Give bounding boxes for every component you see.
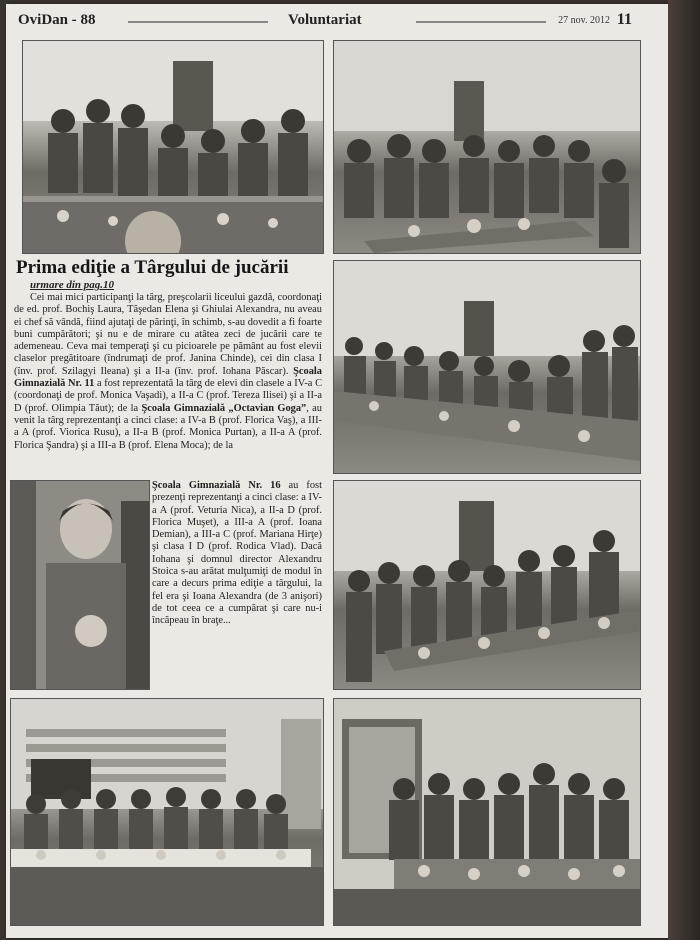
photo-content (334, 41, 640, 253)
issue-date: 27 nov. 2012 (558, 15, 610, 26)
photo-content (334, 699, 640, 925)
photo-content (11, 699, 323, 925)
article-body-bottom (152, 480, 322, 694)
page-edge-shadow (668, 0, 700, 940)
paper-name: OviDan - 88 (18, 12, 96, 28)
continuation-note: urmare din pag.10 (30, 279, 115, 291)
photo-children-toys-1 (22, 40, 324, 254)
school-name-16: Şcoala Gimnazială Nr. 16 (152, 480, 281, 491)
paragraph-school-16: au fost prezenţi reprezentanţi a cinci clase: a IV-a A (prof. Veturia Nica), a II-a D (prof. Florica Muşet), a III-a A (prof. Ioana Demian), a III-a C (prof. Mariana Hirţe) şi clasa I D (prof. Rodica Vlad). Dacă Iohana şi domnul director Alexandru Stoica s-au arătat mulţumiţi de modul în care a decurs prima ediţie a târgului, la fel era şi Ioana Alexandra (de 3 anişori) de tot ceea ce a cumpărat şi care nu-i încăpeau în braţe... (152, 480, 322, 627)
article-body-top (14, 292, 322, 478)
photo-content (334, 481, 640, 689)
photo-children-toys-2 (333, 40, 641, 254)
paragraph-school-goga: , au venit la târg reprezentanţi a cinci clase: a IV-a B (prof. Florica Vaş), a III-a A (prof. Viorica Rusu), a II-a B (prof. Monica Purtan), a II-a A (prof. Florica Şandra) şi a III-a B (prof. Elena Moca); de la (14, 402, 322, 451)
section-title: Voluntariat (288, 12, 362, 28)
photo-classroom-toy-fair (333, 698, 641, 926)
article-title: Prima ediţie a Târgului de jucării (16, 257, 289, 278)
photo-content (23, 41, 323, 253)
photo-content (334, 261, 640, 473)
photo-gym-toy-fair (10, 698, 324, 926)
photo-students-tables (333, 480, 641, 690)
header-rule-left (128, 21, 268, 23)
paragraph-school-11: a fost reprezentată la târg de elevi din clasele a IV-a C (coordonaţi de prof. Monica Vaşadi), a II-a C (prof. Tereza Ilisei) şi a II-a D (prof. Olimpia Tăut); de la (14, 378, 322, 414)
page-header (18, 12, 632, 30)
photo-toy-fair-hall (333, 260, 641, 474)
page-number: 11 (616, 11, 632, 28)
paragraph-intro: Cei mai mici participanţi la târg, preşcolarii liceului gazdă, coordonaţi de ed. prof. Bochiş Laura, Tăşedan Elena şi Ghiulai Alexandra, nu aveau ei chef să vândă, fiind ajutaţi de părinţi, în schimb, s-au dovedit a fi foarte buni cumpărători; şi nu e de mirare cu atâtea zeci de jucării care te ademeneau. Ceva mai temperaţi şi cu picioarele pe pământ au fost elevii claselor pregătitoare (îndrumaţi de prof. Janina Chinde), cei din clasa I (înv. prof. Szilagyi Ileana) şi a II-a (înv. prof. Iohana Păscar). (14, 292, 322, 377)
photo-boy-with-toy (10, 480, 150, 690)
header-rule-right (416, 21, 546, 23)
school-name-11: Şcoala Gimnazială Nr. 11 (14, 365, 322, 390)
photo-content (11, 481, 149, 689)
school-name-goga: Şcoala Gimnazială „Octavian Goga” (141, 402, 307, 414)
